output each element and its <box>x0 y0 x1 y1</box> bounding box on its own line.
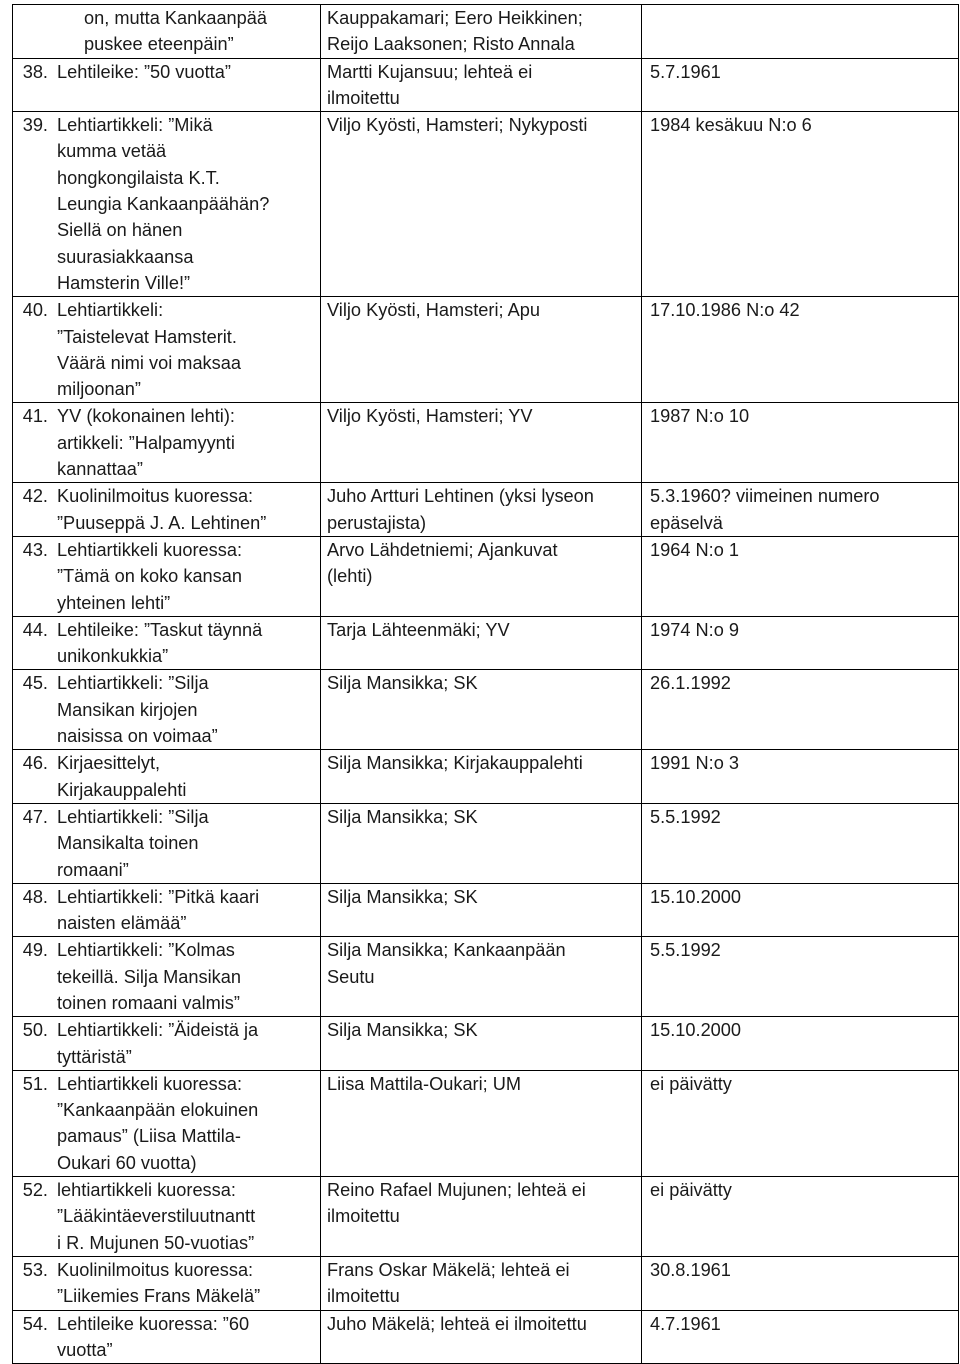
date-cell <box>642 1256 959 1310</box>
author-cell <box>321 616 642 670</box>
date-cell <box>642 403 959 483</box>
item-cell <box>13 803 321 883</box>
item-author-source: Silja Mansikka; SK <box>327 1020 478 1041</box>
item-wrap <box>13 804 320 883</box>
table-row <box>13 483 959 537</box>
item-date: 17.10.1986 N:o 42 <box>650 300 800 321</box>
item-title: Lehtiartikkeli: ”Kolmas tekeillä. Silja Mansikan toinen romaani valmis” <box>57 940 241 1013</box>
item-title: Kirjaesittelyt, Kirjakauppalehti <box>57 753 187 800</box>
date-cell <box>642 297 959 403</box>
item-author-source: Kauppakamari; Eero Heikkinen; Reijo Laaksonen; Risto Annala <box>327 8 583 55</box>
author-cell <box>321 1256 642 1310</box>
item-wrap <box>13 5 320 58</box>
table-row <box>13 616 959 670</box>
item-author-source: Reino Rafael Mujunen; lehteä ei ilmoitettu <box>327 1180 586 1227</box>
item-cell <box>13 403 321 483</box>
item-date: 15.10.2000 <box>650 1020 742 1041</box>
item-title: Kuolinilmoitus kuoressa: ”Puuseppä J. A. Lehtinen” <box>57 486 267 533</box>
item-number: 44. <box>22 619 48 640</box>
item-date: 1991 N:o 3 <box>650 753 739 774</box>
table-row <box>13 5 959 59</box>
item-author-source: Silja Mansikka; SK <box>327 806 478 827</box>
author-cell <box>321 536 642 616</box>
item-date: ei päivätty <box>650 1180 732 1201</box>
author-cell <box>321 1017 642 1071</box>
archive-table-body <box>13 5 959 1364</box>
item-cell <box>13 297 321 403</box>
author-cell <box>321 58 642 112</box>
author-cell <box>321 5 642 59</box>
item-title: YV (kokonainen lehti): artikkeli: ”Halpamyynti kannattaa” <box>57 406 235 480</box>
item-number: 42. <box>22 486 48 507</box>
item-wrap <box>13 112 320 296</box>
item-author-source: Silja Mansikka; SK <box>327 886 478 907</box>
item-cell <box>13 1256 321 1310</box>
item-wrap <box>13 297 320 402</box>
item-date: ei päivätty <box>650 1073 732 1094</box>
date-cell <box>642 112 959 297</box>
table-row <box>13 670 959 750</box>
item-cell <box>13 1177 321 1257</box>
item-wrap <box>13 483 320 536</box>
item-title: lehtiartikkeli kuoressa: ”Lääkintäeverstiluutnantt i R. Mujunen 50-vuotias” <box>57 1180 256 1253</box>
item-date: 4.7.1961 <box>650 1313 721 1334</box>
item-wrap <box>13 937 320 1016</box>
item-date: 30.8.1961 <box>650 1259 731 1280</box>
item-author-source: Juho Artturi Lehtinen (yksi lyseon perustajista) <box>327 486 594 533</box>
item-title: Lehtileike: ”50 vuotta” <box>57 61 231 82</box>
item-cell <box>13 536 321 616</box>
item-number: 45. <box>22 673 48 694</box>
table-row <box>13 403 959 483</box>
date-cell <box>642 483 959 537</box>
item-number: 49. <box>22 940 48 961</box>
item-cell <box>13 1017 321 1071</box>
item-title: Lehtiartikkeli: ”Silja Mansikalta toinen romaani” <box>57 806 209 880</box>
date-cell <box>642 5 959 59</box>
item-date: 5.5.1992 <box>650 940 721 961</box>
date-cell <box>642 883 959 937</box>
item-author-source: Silja Mansikka; Kankaanpään Seutu <box>327 940 566 987</box>
author-cell <box>321 670 642 750</box>
table-row <box>13 883 959 937</box>
item-title: Lehtiartikkeli: ”Taistelevat Hamsterit. Väärä nimi voi maksaa miljoonan” <box>57 300 241 400</box>
item-title: Lehtileike kuoressa: ”60 vuotta” <box>57 1313 250 1360</box>
item-wrap <box>13 884 320 937</box>
item-author-source: Viljo Kyösti, Hamsteri; YV <box>327 406 533 427</box>
author-cell <box>321 297 642 403</box>
item-title: Lehtiartikkeli: ”Mikä kumma vetää hongkongilaista K.T. Leungia Kankaanpäähän? Siellä on hänen suurasiakkaansa Hamsterin Ville!” <box>57 115 270 293</box>
item-title: Lehtiartikkeli kuoressa: ”Tämä on koko kansan yhteinen lehti” <box>57 539 243 613</box>
author-cell <box>321 403 642 483</box>
author-cell <box>321 1177 642 1257</box>
table-row <box>13 803 959 883</box>
item-wrap <box>13 750 320 803</box>
item-number: 52. <box>22 1180 48 1201</box>
item-cell <box>13 616 321 670</box>
table-row <box>13 1256 959 1310</box>
item-author-source: Viljo Kyösti, Hamsteri; Apu <box>327 300 540 321</box>
date-cell <box>642 536 959 616</box>
date-cell <box>642 750 959 804</box>
date-cell <box>642 616 959 670</box>
item-number: 38. <box>22 61 48 82</box>
date-cell <box>642 803 959 883</box>
item-number: 41. <box>22 406 48 427</box>
date-cell <box>642 1177 959 1257</box>
item-author-source: Silja Mansikka; Kirjakauppalehti <box>327 753 583 774</box>
item-wrap <box>13 1071 320 1176</box>
item-title: Kuolinilmoitus kuoressa: ”Liikemies Frans Mäkelä” <box>57 1259 261 1307</box>
item-author-source: Arvo Lähdetniemi; Ajankuvat (lehti) <box>327 539 558 587</box>
table-row <box>13 1070 959 1176</box>
table-row <box>13 1177 959 1257</box>
date-cell <box>642 1070 959 1176</box>
archive-table <box>12 4 959 1364</box>
table-row <box>13 1017 959 1071</box>
item-date: 1964 N:o 1 <box>650 539 739 560</box>
item-number: 40. <box>22 300 48 321</box>
item-cell <box>13 5 321 59</box>
item-title: Lehtileike: ”Taskut täynnä unikonkukkia” <box>57 619 263 667</box>
author-cell <box>321 1070 642 1176</box>
table-row <box>13 58 959 112</box>
item-cell <box>13 112 321 297</box>
item-cell <box>13 937 321 1017</box>
item-cell <box>13 883 321 937</box>
date-cell <box>642 58 959 112</box>
item-author-source: Tarja Lähteenmäki; YV <box>327 619 510 640</box>
item-date: 1974 N:o 9 <box>650 619 739 640</box>
item-number: 50. <box>22 1020 48 1041</box>
author-cell <box>321 803 642 883</box>
item-cell <box>13 750 321 804</box>
item-wrap <box>13 403 320 482</box>
table-row <box>13 112 959 297</box>
author-cell <box>321 883 642 937</box>
item-date: 1987 N:o 10 <box>650 406 750 427</box>
table-row <box>13 1310 959 1364</box>
table-row <box>13 750 959 804</box>
item-number: 53. <box>22 1259 48 1280</box>
date-cell <box>642 670 959 750</box>
item-wrap <box>13 59 320 85</box>
item-cell <box>13 670 321 750</box>
item-date: 1984 kesäkuu N:o 6 <box>650 115 812 136</box>
item-wrap <box>13 617 320 670</box>
item-number: 51. <box>22 1073 48 1094</box>
item-wrap <box>13 1257 320 1310</box>
item-date: 5.7.1961 <box>650 61 721 82</box>
item-date: 26.1.1992 <box>650 673 731 694</box>
item-wrap <box>13 1177 320 1256</box>
item-number: 47. <box>22 806 48 827</box>
item-author-source: Silja Mansikka; SK <box>327 673 478 694</box>
item-wrap <box>13 1311 320 1364</box>
item-cell <box>13 1310 321 1364</box>
author-cell <box>321 1310 642 1364</box>
item-title: on, mutta Kankaanpää puskee eteenpäin” <box>84 8 268 55</box>
item-cell <box>13 58 321 112</box>
date-cell <box>642 1310 959 1364</box>
item-number: 43. <box>22 539 48 560</box>
table-row <box>13 297 959 403</box>
table-row <box>13 937 959 1017</box>
item-author-source: Martti Kujansuu; lehteä ei ilmoitettu <box>327 61 533 108</box>
item-cell <box>13 483 321 537</box>
author-cell <box>321 112 642 297</box>
item-wrap <box>13 537 320 616</box>
item-title: Lehtiartikkeli kuoressa: ”Kankaanpään elokuinen pamaus” (Liisa Mattila- Oukari 60 vuotta) <box>57 1073 259 1173</box>
author-cell <box>321 483 642 537</box>
date-cell <box>642 937 959 1017</box>
table-row <box>13 536 959 616</box>
item-number: 39. <box>22 115 48 136</box>
item-date: 15.10.2000 <box>650 886 742 907</box>
item-title: Lehtiartikkeli: ”Pitkä kaari naisten elämää” <box>57 886 260 934</box>
item-wrap <box>13 1017 320 1070</box>
item-author-source: Viljo Kyösti, Hamsteri; Nykyposti <box>327 115 588 136</box>
item-number: 48. <box>22 886 48 907</box>
item-author-source: Frans Oskar Mäkelä; lehteä ei ilmoitettu <box>327 1259 570 1307</box>
item-date: 5.3.1960? viimeinen numero epäselvä <box>650 486 880 533</box>
item-cell <box>13 1070 321 1176</box>
item-title: Lehtiartikkeli: ”Äideistä ja tyttäristä” <box>57 1020 259 1067</box>
author-cell <box>321 937 642 1017</box>
item-wrap <box>13 670 320 749</box>
item-date: 5.5.1992 <box>650 806 721 827</box>
date-cell <box>642 1017 959 1071</box>
item-title: Lehtiartikkeli: ”Silja Mansikan kirjojen naisissa on voimaa” <box>57 673 218 747</box>
author-cell <box>321 750 642 804</box>
item-author-source: Juho Mäkelä; lehteä ei ilmoitettu <box>327 1313 587 1334</box>
item-number: 46. <box>22 753 48 774</box>
item-author-source: Liisa Mattila-Oukari; UM <box>327 1073 522 1094</box>
item-number: 54. <box>22 1313 48 1334</box>
